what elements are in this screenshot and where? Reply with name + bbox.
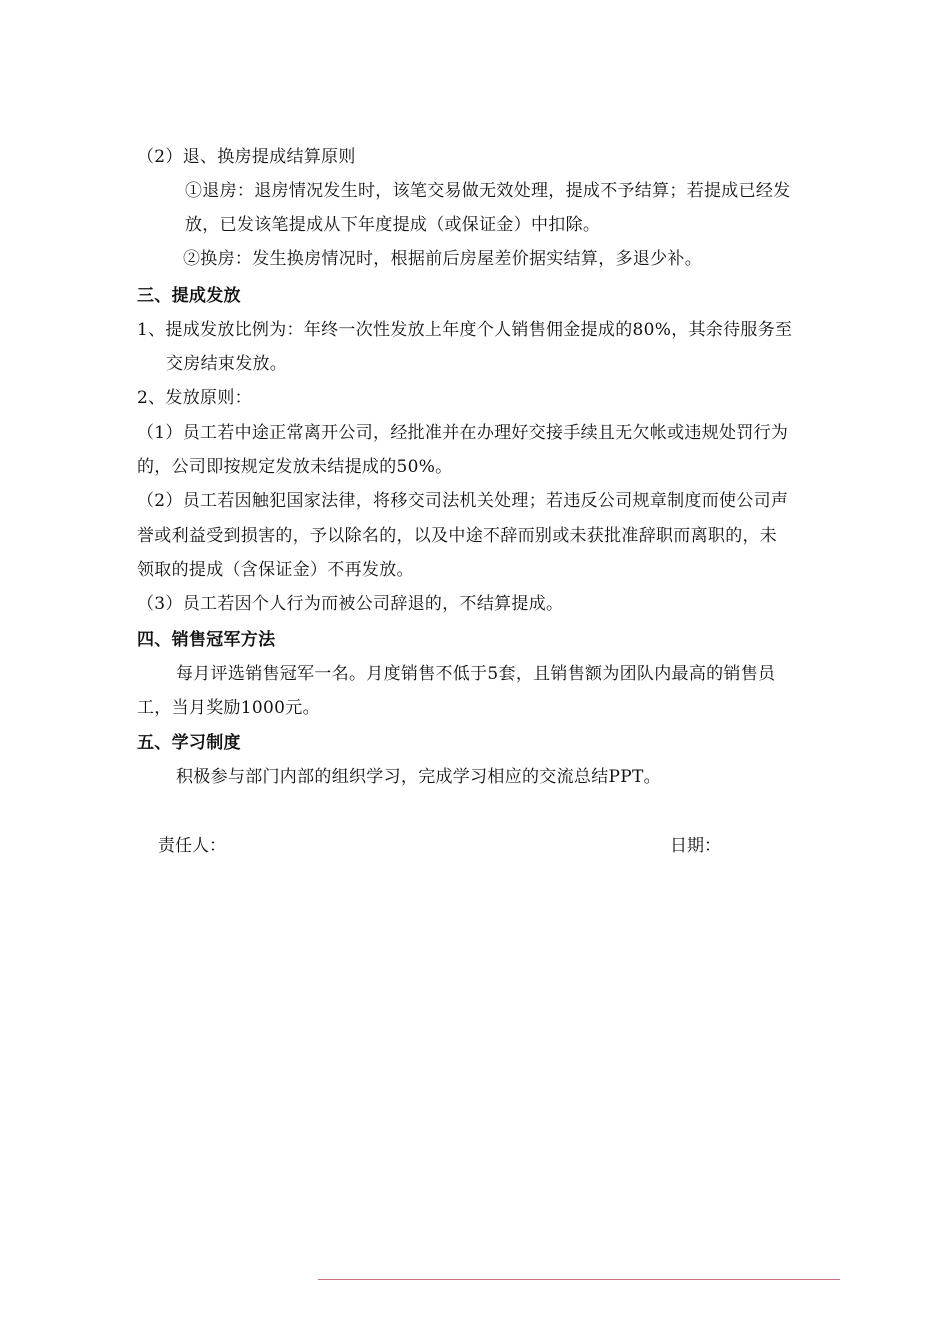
study-system-line1: 积极参与部门内部的组织学习，完成学习相应的交流总结PPT。 [176, 767, 661, 787]
refund-exchange-title: （2）退、换房提成结算原则 [137, 147, 356, 167]
sales-champion-line1: 每月评选销售冠军一名。月度销售不低于5套，且销售额为团队内最高的销售员 [176, 664, 776, 684]
refund-rule-line1: ①退房：退房情况发生时，该笔交易做无效处理，提成不予结算；若提成已经发 [185, 181, 791, 201]
principle3: （3）员工若因个人行为而被公司辞退的，不结算提成。 [137, 594, 564, 614]
date-label: 日期： [670, 836, 721, 856]
sales-champion-line2: 工，当月奖励1000元。 [137, 698, 320, 718]
principle1-line1: （1）员工若中途正常离开公司，经批准并在办理好交接手续且无欠帐或违规处罚行为 [137, 423, 789, 443]
payout-principles-title: 2、发放原则： [137, 388, 252, 408]
principle2-line2: 誉或利益受到损害的，予以除名的，以及中途不辞而别或未获批准辞职而离职的，未 [137, 526, 778, 546]
responsible-person-label: 责任人： [158, 836, 226, 856]
payout-ratio-line2: 交房结束发放。 [166, 354, 288, 374]
principle2-line3: 领取的提成（含保证金）不再发放。 [137, 560, 414, 580]
principle2-line1: （2）员工若因触犯国家法律，将移交司法机关处理；若违反公司规章制度而使公司声 [137, 491, 789, 511]
footer-rule [318, 1279, 840, 1280]
exchange-rule: ②换房：发生换房情况时，根据前后房屋差价据实结算，多退少补。 [183, 249, 702, 269]
refund-rule-line2: 放，已发该笔提成从下年度提成（或保证金）中扣除。 [185, 215, 601, 235]
section-heading-commission-payout: 三、提成发放 [137, 286, 241, 306]
principle1-line2: 的，公司即按规定发放未结提成的50%。 [137, 457, 453, 477]
section-heading-sales-champion: 四、销售冠军方法 [137, 630, 276, 650]
payout-ratio-line1: 1、提成发放比例为：年终一次性发放上年度个人销售佣金提成的80%，其余待服务至 [137, 320, 793, 340]
section-heading-study-system: 五、学习制度 [137, 733, 241, 753]
